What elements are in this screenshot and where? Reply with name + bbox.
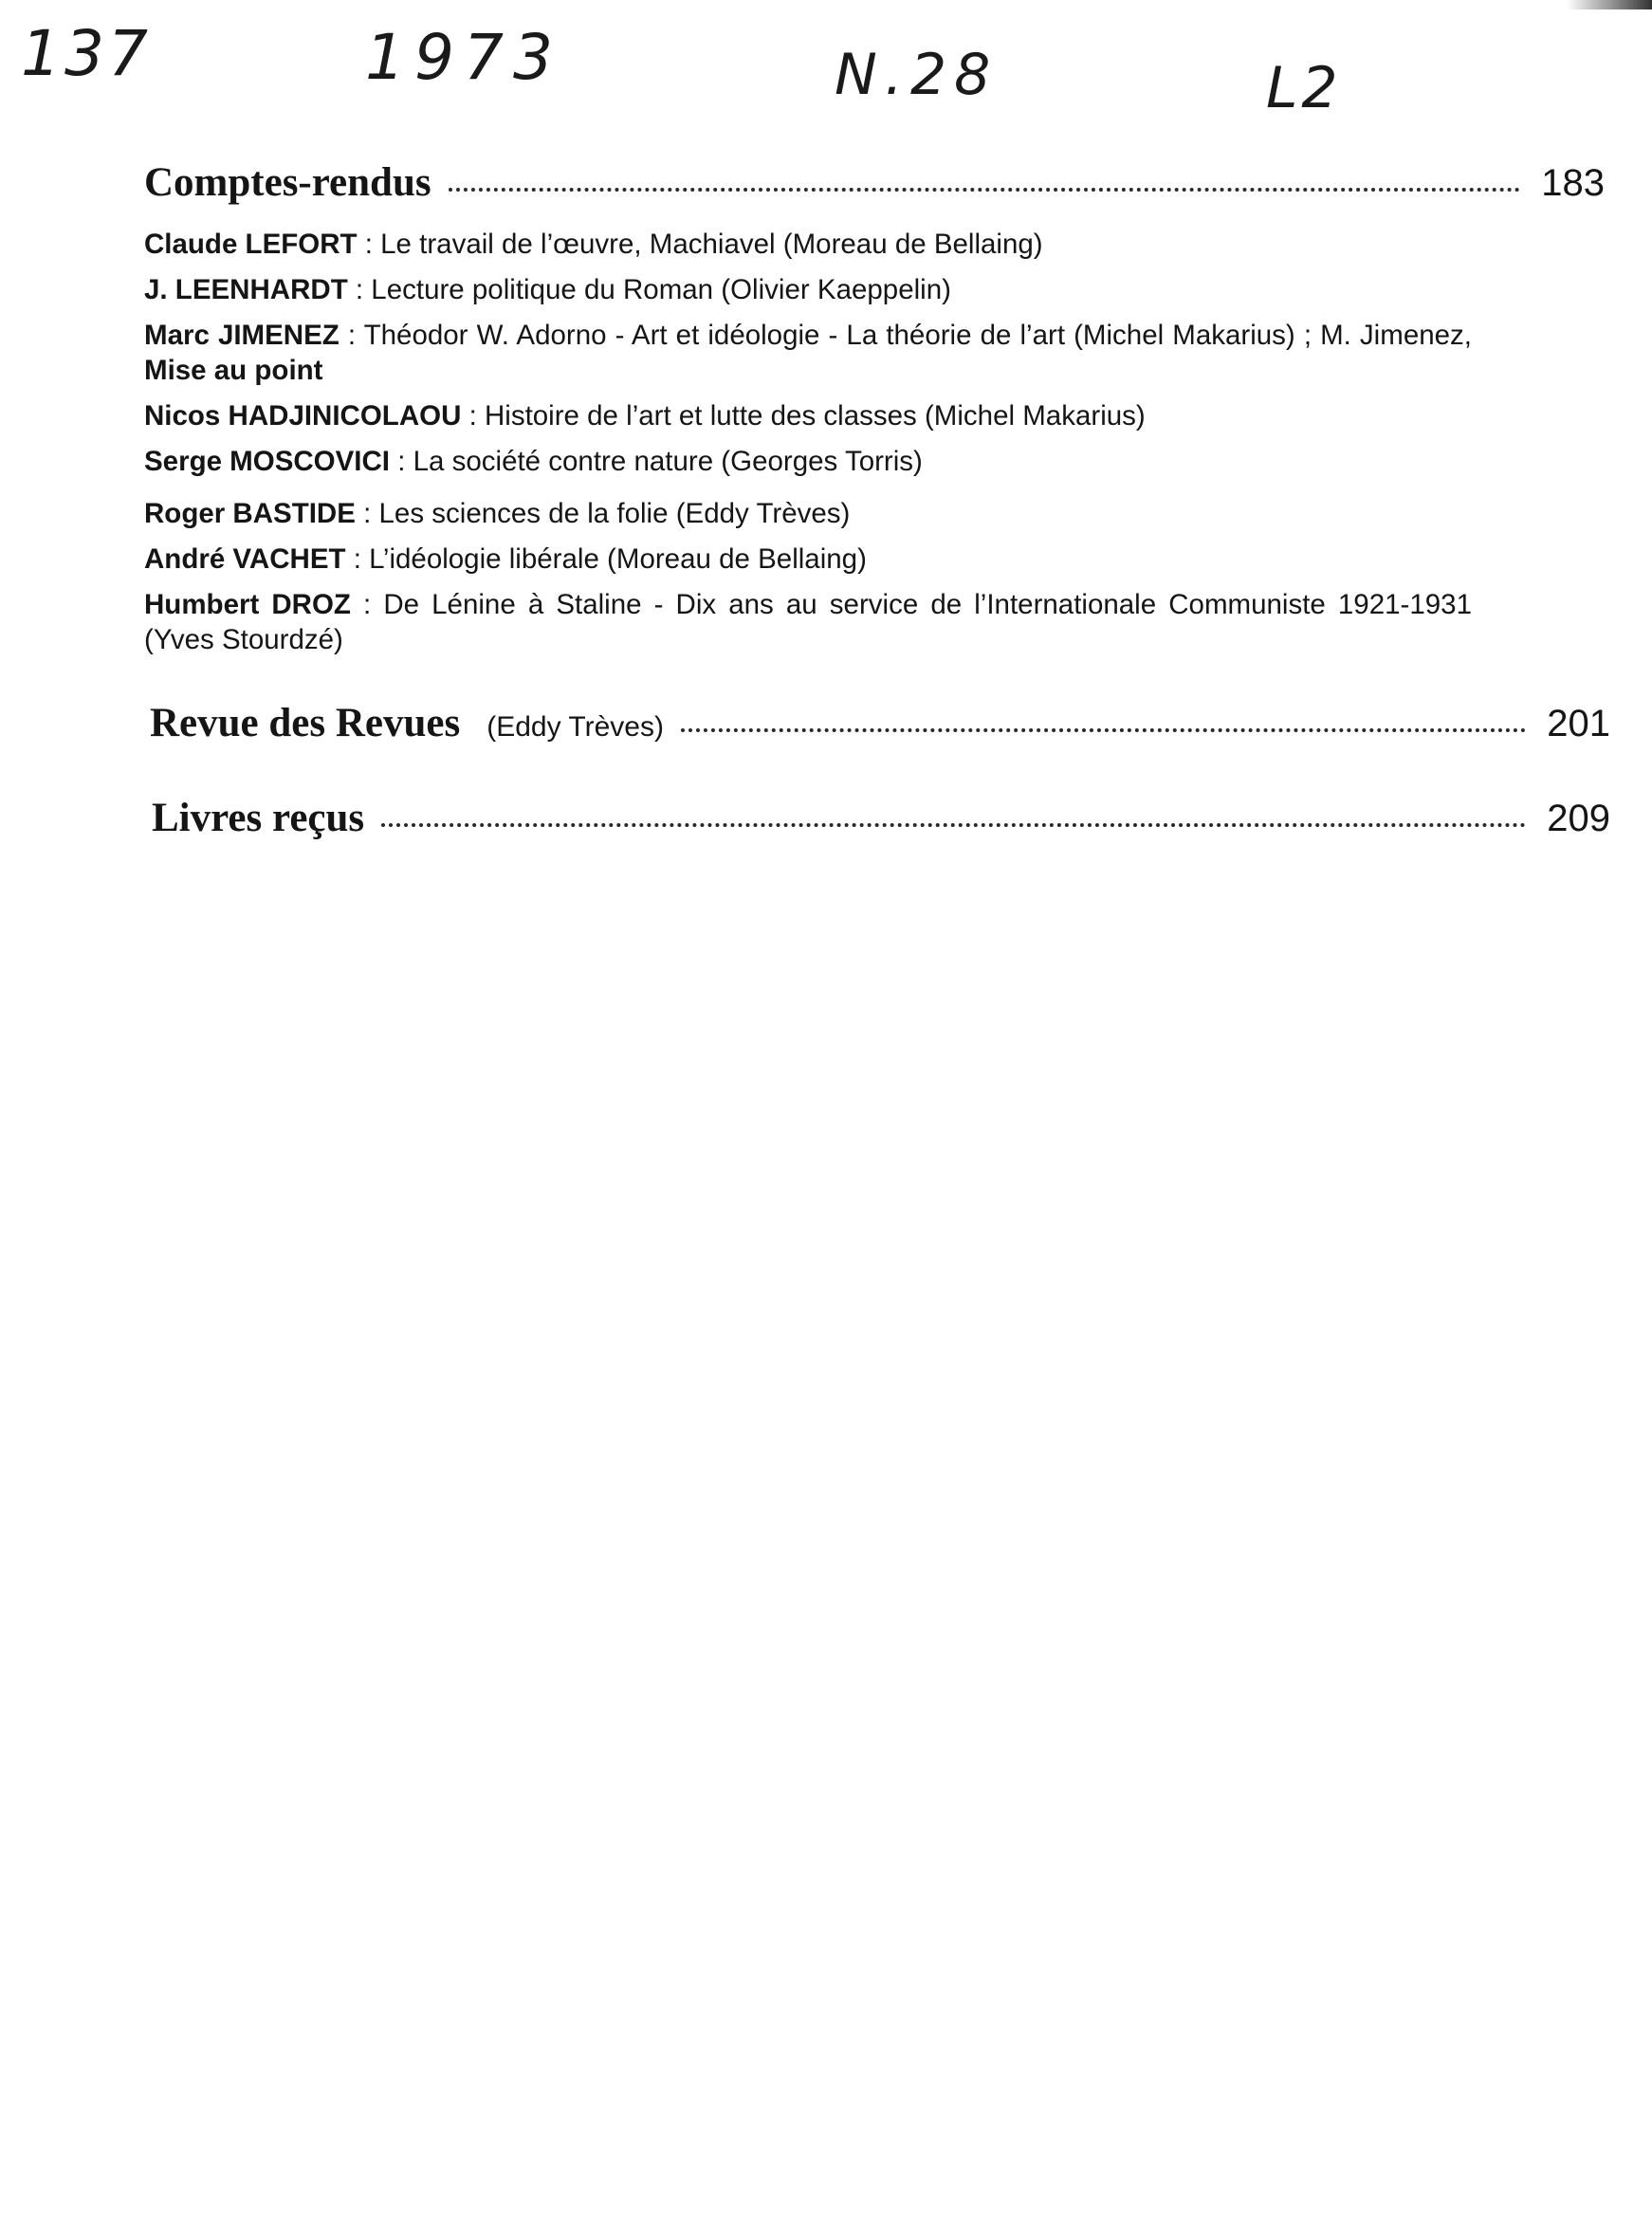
review-text: : La société contre nature (Georges Torris) bbox=[390, 446, 923, 477]
review-text: : Lecture politique du Roman (Olivier Kaeppelin) bbox=[347, 274, 951, 305]
review-entry bbox=[144, 542, 1472, 577]
dot-leader bbox=[449, 188, 1521, 192]
toc-section-comptes-rendus bbox=[144, 159, 1605, 668]
review-text: : Histoire de l’art et lutte des classes (Michel Makarius) bbox=[461, 400, 1146, 432]
review-text: : Les sciences de la folie (Eddy Trèves) bbox=[355, 498, 851, 529]
section-title: Revue des Revues bbox=[150, 701, 461, 745]
dot-leader bbox=[681, 728, 1526, 732]
review-author: Claude LEFORT bbox=[144, 229, 358, 260]
dot-leader bbox=[381, 823, 1526, 827]
review-author: André VACHET bbox=[144, 543, 346, 575]
scan-edge-mark bbox=[1567, 0, 1652, 9]
section-title: Livres reçus bbox=[152, 796, 365, 840]
handwritten-code: L2 bbox=[1266, 55, 1342, 121]
review-text: : L’idéologie libérale (Moreau de Bellaing) bbox=[345, 543, 867, 575]
review-author: Roger BASTIDE bbox=[144, 498, 356, 529]
section-note: (Eddy Trèves) bbox=[486, 711, 664, 743]
review-author: J. LEENHARDT bbox=[144, 274, 348, 305]
review-author: Humbert DROZ bbox=[144, 589, 351, 620]
review-bold-title: Mise au point bbox=[144, 355, 323, 386]
review-entry bbox=[144, 227, 1472, 262]
review-entry bbox=[144, 496, 1472, 531]
review-text: : Théodor W. Adorno - Art et idéologie - La théorie de l’art (Michel Makarius) ; M. Jimenez, bbox=[339, 320, 1472, 351]
handwritten-number: 137 bbox=[21, 17, 152, 90]
toc-heading-row bbox=[144, 159, 1605, 206]
toc-section-revue-des-revues bbox=[150, 700, 1610, 746]
page-number: 183 bbox=[1541, 162, 1605, 204]
page-number: 201 bbox=[1547, 703, 1610, 744]
review-entry bbox=[144, 444, 1472, 479]
toc-heading-row bbox=[152, 795, 1610, 841]
toc-heading-row bbox=[150, 700, 1610, 746]
review-list bbox=[144, 227, 1472, 657]
review-text: : Le travail de l’œuvre, Machiavel (Moreau de Bellaing) bbox=[357, 229, 1043, 260]
page-number: 209 bbox=[1547, 798, 1610, 839]
toc-section-livres-recus bbox=[152, 795, 1610, 841]
review-entry bbox=[144, 318, 1472, 388]
section-title: Comptes-rendus bbox=[144, 160, 431, 205]
review-author: Marc JIMENEZ bbox=[144, 320, 340, 351]
handwritten-issue: N.28 bbox=[835, 42, 999, 108]
review-author: Serge MOSCOVICI bbox=[144, 446, 391, 477]
handwritten-year: 1973 bbox=[365, 21, 562, 94]
review-author: Nicos HADJINICOLAOU bbox=[144, 400, 462, 432]
review-entry bbox=[144, 587, 1472, 657]
review-text: : De Lénine à Staline - Dix ans au service de l’Internationale Communiste 1921-1931 (Yves Stourdzé) bbox=[144, 589, 1472, 655]
review-entry bbox=[144, 398, 1472, 433]
review-entry bbox=[144, 272, 1472, 307]
